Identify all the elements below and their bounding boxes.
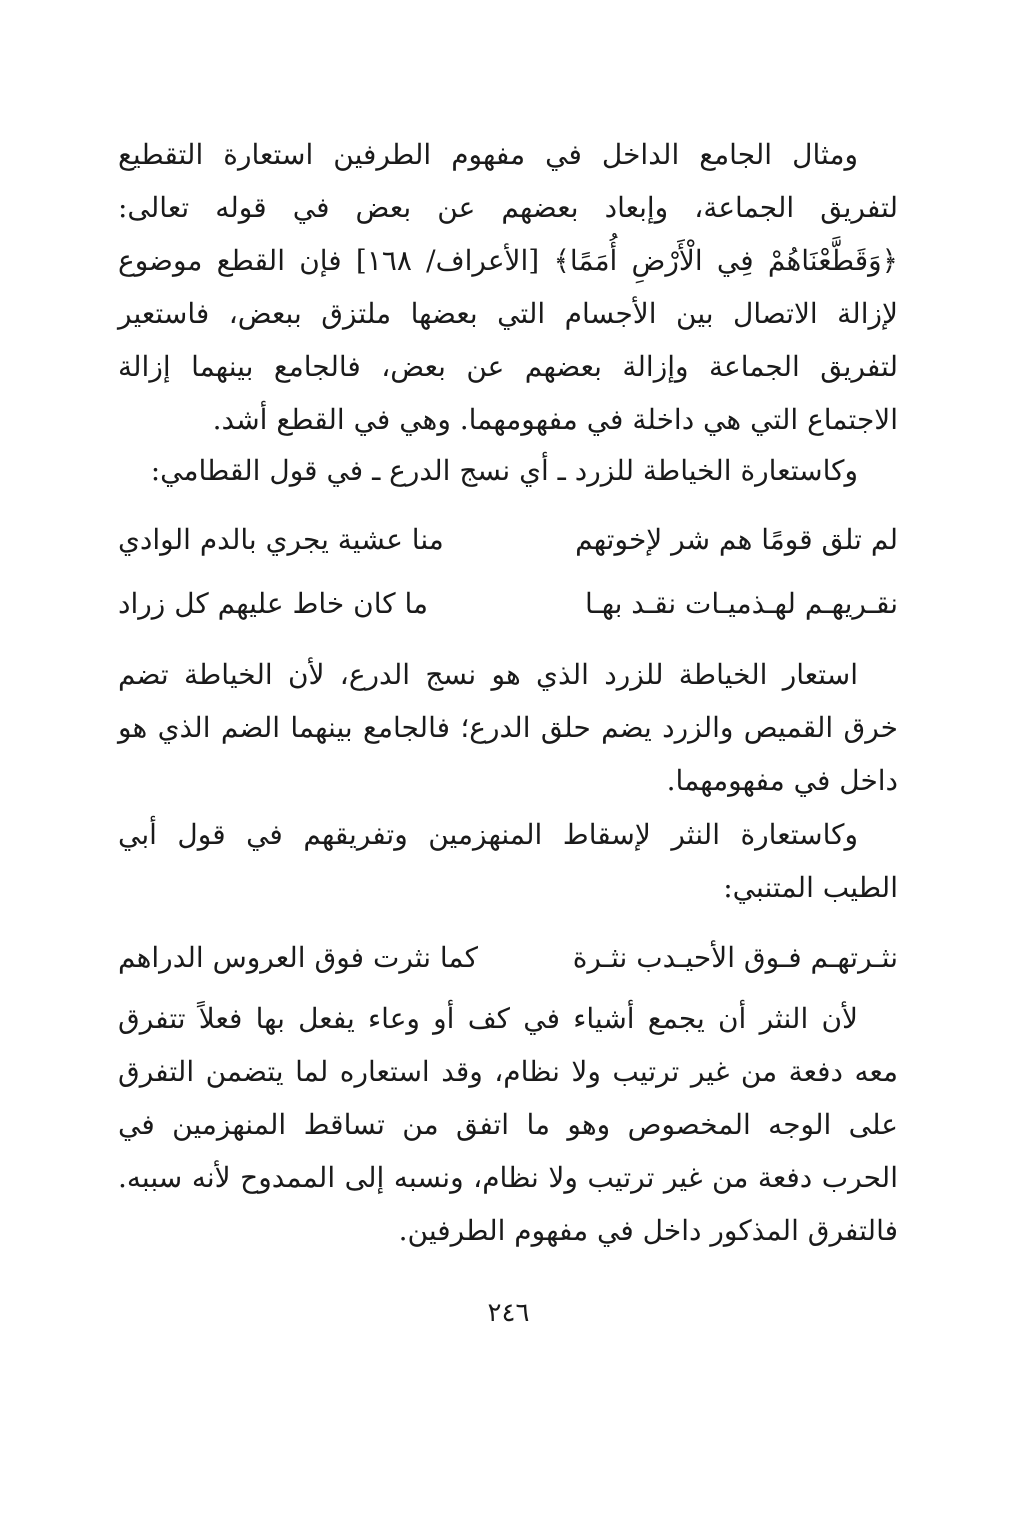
paragraph-4-block	[118, 808, 898, 914]
verse-2	[118, 584, 898, 624]
paragraph-1-block	[118, 128, 898, 446]
verse-3-first-hemistich: نثـرتهـم فـوق الأحيـدب نثـرة	[572, 941, 898, 974]
paragraph-3-block	[118, 648, 898, 807]
verse-2-first-hemistich: نقـريهـم لهـذميـات نقـد بهـا	[584, 587, 898, 620]
paragraph-3: استعار الخياطة للزرد الذي هو نسج الدرع، لأن الخياطة تضم خرق القميص والزرد يضم حلق الدرع؛ فالجامع بينهما الضم الذي هو داخل في مفهومهما.	[118, 658, 898, 797]
verse-1-first-hemistich: لم تلق قومًا هم شر لإخوتهم	[575, 523, 898, 556]
verse-3	[118, 938, 898, 978]
page-number: ٢٤٦	[487, 1298, 530, 1328]
verse-1	[118, 520, 898, 560]
verse-3-second-hemistich: كما نثرت فوق العروس الدراهم	[118, 941, 478, 974]
paragraph-1: ومثال الجامع الداخل في مفهوم الطرفين استعارة التقطيع لتفريق الجماعة، وإبعاد بعضهم عن بعض في قوله تعالى: ﴿وَقَطَّعْنَاهُمْ فِي الْأَرْضِ أُمَمًا﴾ [الأعراف/ ١٦٨] فإن القطع موضوع لإزالة الاتصال بين الأجسام التي بعضها ملتزق ببعض، فاستعير لتفريق الجماعة وإزالة بعضهم عن بعض، فالجامع بينهما إزالة الاجتماع التي هي داخلة في مفهومهما. وهي في القطع أشد.	[118, 138, 899, 436]
verse-1-second-hemistich: منا عشية يجري بالدم الوادي	[118, 523, 444, 556]
paragraph-5: لأن النثر أن يجمع أشياء في كف أو وعاء يفعل بها فعلاً تتفرق معه دفعة من غير ترتيب ولا نظام، وقد استعاره لما يتضمن التفرق على الوجه المخصوص وهو ما اتفق من تساقط المنهزمين في الحرب دفعة من غير ترتيب ولا نظام، ونسبه إلى الممدوح لأنه سببه. فالتفرق المذكور داخل في مفهوم الطرفين.	[118, 1002, 898, 1247]
paragraph-4: وكاستعارة النثر لإسقاط المنهزمين وتفريقهم في قول أبي الطيب المتنبي:	[118, 818, 898, 904]
verse-2-second-hemistich: ما كان خاط عليهم كل زراد	[118, 587, 428, 620]
paragraph-5-block	[118, 992, 898, 1257]
paragraph-2-block	[118, 444, 898, 497]
paragraph-2: وكاستعارة الخياطة للزرد ـ أي نسج الدرع ـ في قول القطامي:	[150, 454, 858, 487]
